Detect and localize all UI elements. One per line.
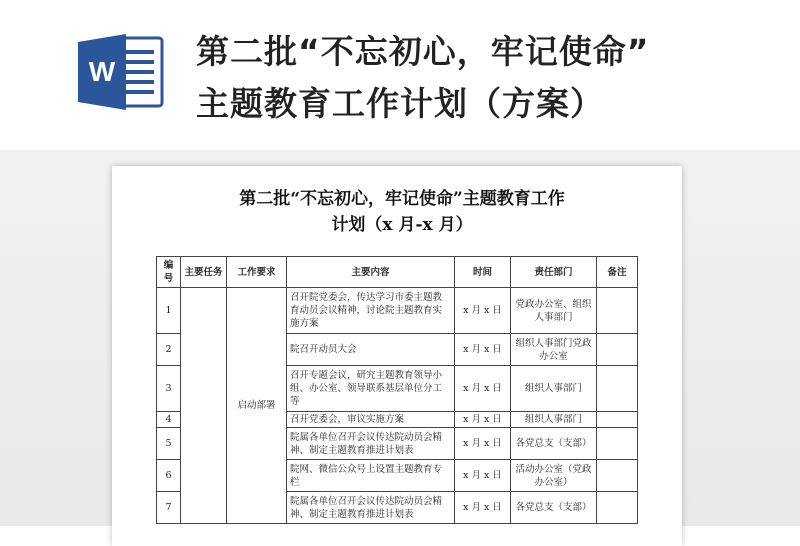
cell-dept: 各党总支（支部） bbox=[511, 492, 597, 524]
cell-time: x 月 x 日 bbox=[455, 412, 511, 428]
cell-time: x 月 x 日 bbox=[455, 334, 511, 366]
cell-dept: 各党总支（支部） bbox=[511, 428, 597, 460]
cell-note bbox=[597, 428, 638, 460]
cell-content: 院网、微信公众号上设置主题教育专栏 bbox=[287, 460, 455, 492]
header-time: 时间 bbox=[455, 257, 511, 288]
cell-time: x 月 x 日 bbox=[455, 428, 511, 460]
cell-dept: 活动办公室（党政办公室） bbox=[511, 460, 597, 492]
cell-content: 召开专题会议，研究主题教育领导小组、办公室、领导联系基层单位分工等 bbox=[287, 366, 455, 412]
cell-note bbox=[597, 412, 638, 428]
plan-table bbox=[156, 256, 638, 524]
word-document-icon bbox=[76, 32, 166, 112]
table-header-row bbox=[157, 257, 638, 288]
cell-requirement-group: 启动部署 bbox=[227, 288, 287, 524]
cell-content: 召开院党委会，传达学习市委主题教育动员会议精神，讨论院主题教育实施方案 bbox=[287, 288, 455, 334]
cell-time: x 月 x 日 bbox=[455, 366, 511, 412]
table-row bbox=[157, 288, 638, 334]
cell-no: 5 bbox=[157, 428, 181, 460]
document-page bbox=[112, 166, 682, 546]
header-task: 主要任务 bbox=[181, 257, 227, 288]
word-icon-letter: W bbox=[88, 56, 116, 87]
document-title-line1: 第二批“不忘初心，牢记使命”主题教育工作 bbox=[239, 189, 565, 209]
header-content: 主要内容 bbox=[287, 257, 455, 288]
header-no: 编号 bbox=[157, 257, 181, 288]
cell-task-group bbox=[181, 288, 227, 524]
cell-content: 院召开动员大会 bbox=[287, 334, 455, 366]
cell-content: 召开党委会，审议实施方案 bbox=[287, 412, 455, 428]
cell-time: x 月 x 日 bbox=[455, 492, 511, 524]
cell-time: x 月 x 日 bbox=[455, 288, 511, 334]
cell-note bbox=[597, 288, 638, 334]
cell-no: 4 bbox=[157, 412, 181, 428]
header-dept: 责任部门 bbox=[511, 257, 597, 288]
cell-content: 院属各单位召开会议传达院动员会精神、制定主题教育推进计划表 bbox=[287, 428, 455, 460]
banner bbox=[0, 0, 800, 150]
cell-dept: 组织人事部门党政办公室 bbox=[511, 334, 597, 366]
cell-dept: 组织人事部门 bbox=[511, 412, 597, 428]
cell-no: 2 bbox=[157, 334, 181, 366]
cell-no: 3 bbox=[157, 366, 181, 412]
cell-note bbox=[597, 366, 638, 412]
cell-dept: 党政办公室、组织人事部门 bbox=[511, 288, 597, 334]
cell-note bbox=[597, 334, 638, 366]
cell-time: x 月 x 日 bbox=[455, 460, 511, 492]
cell-no: 1 bbox=[157, 288, 181, 334]
document-title bbox=[152, 186, 652, 238]
document-title-line2: 计划（x 月-x 月） bbox=[331, 215, 473, 235]
cell-no: 6 bbox=[157, 460, 181, 492]
cell-note bbox=[597, 492, 638, 524]
cell-no: 7 bbox=[157, 492, 181, 524]
banner-title-line1: 第二批“不忘初心，牢记使命” bbox=[196, 32, 650, 71]
cell-note bbox=[597, 460, 638, 492]
header-requirement: 工作要求 bbox=[227, 257, 287, 288]
banner-title bbox=[196, 26, 786, 130]
cell-content: 院属各单位召开会议传达院动员会精神、制定主题教育推进计划表 bbox=[287, 492, 455, 524]
cell-dept: 组织人事部门 bbox=[511, 366, 597, 412]
banner-title-line2: 主题教育工作计划（方案） bbox=[196, 84, 604, 123]
header-note: 备注 bbox=[597, 257, 638, 288]
